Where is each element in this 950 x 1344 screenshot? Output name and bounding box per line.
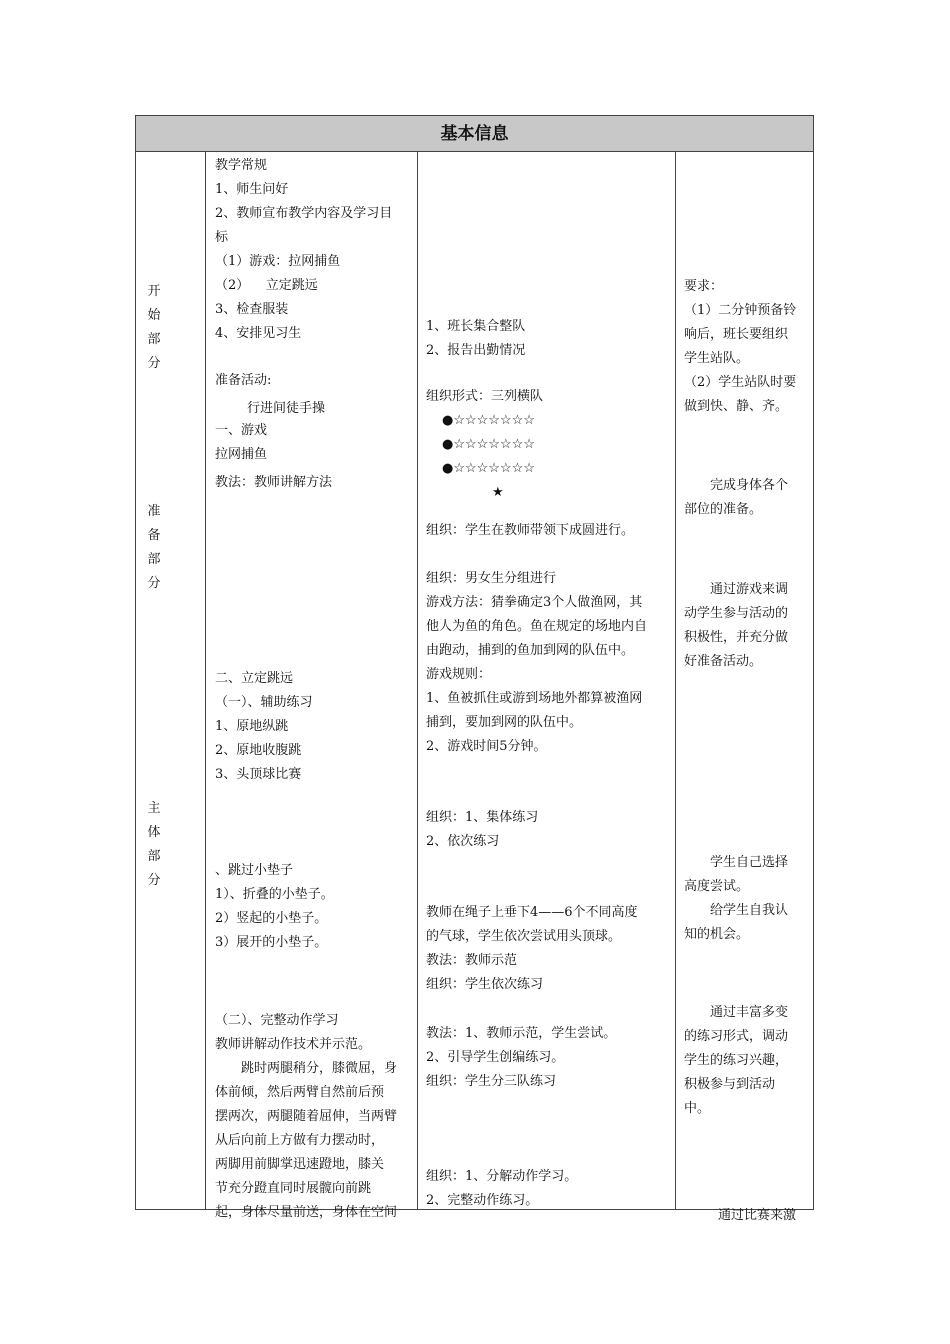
game-method-line: 游戏方法：猜拳确定3个人做渔网，其 xyxy=(426,595,643,610)
breakdown-line: 2、完整动作练习。 xyxy=(426,1193,539,1208)
mat-item: 1）、折叠的小垫子。 xyxy=(215,887,334,902)
full-desc-line: 摆两次，两腿随着屈伸，当两臂 xyxy=(215,1109,398,1124)
game-title: 一、游戏 xyxy=(215,423,268,438)
full-desc-line: 体前倾，然后两臂自然前后预 xyxy=(215,1085,385,1100)
column-divider xyxy=(675,152,676,1209)
full-desc-line: 两脚用前脚掌迅速蹬地，膝关 xyxy=(215,1157,385,1172)
practice-line: 组织：1、集体练习 xyxy=(426,810,539,825)
group-line: 组织：男女生分组进行 xyxy=(426,571,557,586)
full-title: （二）、完整动作学习 xyxy=(215,1013,339,1028)
mat-title: 、跳过小垫子 xyxy=(215,863,294,878)
game-name: 拉网捕鱼 xyxy=(215,447,268,462)
practice-block xyxy=(426,806,672,854)
requirements-block xyxy=(684,275,812,419)
routine-title: 教学常规 xyxy=(215,158,268,173)
jump-block xyxy=(215,667,415,787)
routine-item: 标 xyxy=(215,230,229,245)
jump-title: 二、立定跳远 xyxy=(215,671,294,686)
routine-subitem: （1）游戏：拉网捕鱼 xyxy=(215,254,341,269)
aux-item: 2、原地收腹跳 xyxy=(215,743,302,758)
method-block xyxy=(426,1022,672,1094)
column-divider xyxy=(205,152,206,1209)
formation-row: ●☆☆☆☆☆☆☆ xyxy=(442,437,535,452)
formation-title: 组织形式：三列横队 xyxy=(426,389,544,404)
rules-title: 游戏规则： xyxy=(426,667,492,682)
aux-item: 1、原地纵跳 xyxy=(215,719,289,734)
breakdown-block xyxy=(426,1165,672,1213)
demo-method: 教法：教师示范 xyxy=(426,953,518,968)
teacher-star-icon: ★ xyxy=(492,485,504,500)
routine-item: 2、教师宣布教学内容及学习目 xyxy=(215,206,393,221)
balloon-line: 教师在绳子上垂下4——6个不同高度 xyxy=(426,905,638,920)
org-start xyxy=(426,315,672,363)
demo-org: 组织：学生依次练习 xyxy=(426,977,544,992)
balloon-block xyxy=(426,901,672,997)
table-header: 基本信息 xyxy=(136,116,813,152)
aux-title: （一）、辅助练习 xyxy=(215,695,313,710)
prep-block xyxy=(215,369,415,393)
phase-prep: 准 备 部 分 xyxy=(147,504,161,591)
full-desc-line: 节充分蹬直同时展髋向前跳 xyxy=(215,1181,372,1196)
phase-main: 主 体 部 分 xyxy=(147,801,161,888)
game-block xyxy=(215,419,415,495)
rule-line: 1、鱼被抓住或游到场地外都算被渔网 xyxy=(426,691,643,706)
full-desc-line: 跳时两腿稍分，膝微屈，身 xyxy=(215,1061,398,1076)
varied-note: 通过丰富多变 的练习形式，调动 学生的练习兴趣， 积极参与到活动 中。 xyxy=(684,1005,789,1116)
full-desc-line: 起，身体尽量前送，身体在空间 xyxy=(215,1205,398,1220)
formation-block xyxy=(426,385,672,505)
full-block xyxy=(215,1009,415,1225)
method-line: 教法：1、教师示范，学生尝试。 xyxy=(426,1026,617,1041)
warmup-note: 完成身体各个 部位的准备。 xyxy=(684,478,789,517)
requirements-title: 要求： xyxy=(684,279,724,294)
routine-item: 1、师生问好 xyxy=(215,182,289,197)
content-column xyxy=(215,154,415,346)
contest-note: 通过比赛来激 xyxy=(718,1208,797,1223)
org-circle: 组织：学生在教师带领下成圆进行。 xyxy=(426,523,635,538)
rule-line: 捕到，要加到网的队伍中。 xyxy=(426,715,583,730)
routine-item: 4、安排见习生 xyxy=(215,326,302,341)
mat-item: 3）展开的小垫子。 xyxy=(215,935,328,950)
full-intro: 教师讲解动作技术并示范。 xyxy=(215,1037,372,1052)
rule-line: 2、游戏时间5分钟。 xyxy=(426,739,547,754)
method-line: 2、引导学生创编练习。 xyxy=(426,1050,565,1065)
routine-subitem: （2） 立定跳远 xyxy=(215,278,318,293)
game-method-line: 由跑动，捕到的鱼加到网的队伍中。 xyxy=(426,643,635,658)
balloon-line: 的气球，学生依次尝试用头顶球。 xyxy=(426,929,622,944)
prep-exercise: 行进间徒手操 xyxy=(247,401,326,416)
breakdown-line: 组织：1、分解动作学习。 xyxy=(426,1169,578,1184)
choose-note: 学生自己选择 高度尝试。 给学生自我认 知的机会。 xyxy=(684,855,789,942)
req-line: （1）二分钟预备铃 xyxy=(684,303,797,318)
formation-row: ●☆☆☆☆☆☆☆ xyxy=(442,461,535,476)
prep-title: 准备活动: xyxy=(215,373,272,388)
practice-line: 2、依次练习 xyxy=(426,834,500,849)
req-line: 响后，班长要组织 xyxy=(684,327,789,342)
column-divider xyxy=(417,152,418,1209)
req-line: （2）学生站队时要 xyxy=(684,375,797,390)
mat-block xyxy=(215,859,415,955)
org-line: 2、报告出勤情况 xyxy=(426,343,526,358)
phase-start: 开 始 部 分 xyxy=(147,284,161,371)
game-note: 通过游戏来调 动学生参与活动的 积极性，并充分做 好准备活动。 xyxy=(684,582,789,669)
req-line: 做到快、静、齐。 xyxy=(684,399,789,414)
org-line: 1、班长集合整队 xyxy=(426,319,526,334)
routine-item: 3、检查服装 xyxy=(215,302,289,317)
formation-row: ●☆☆☆☆☆☆☆ xyxy=(442,413,535,428)
req-line: 学生站队。 xyxy=(684,351,750,366)
game-org-block xyxy=(426,567,672,759)
three-groups: 组织：学生分三队练习 xyxy=(426,1074,557,1089)
aux-item: 3、头顶球比赛 xyxy=(215,767,302,782)
game-method: 教法：教师讲解方法 xyxy=(215,475,333,490)
game-method-line: 他人为鱼的角色。鱼在规定的场地内自 xyxy=(426,619,648,634)
mat-item: 2）竖起的小垫子。 xyxy=(215,911,328,926)
full-desc-line: 从后向前上方做有力摆动时， xyxy=(215,1133,385,1148)
